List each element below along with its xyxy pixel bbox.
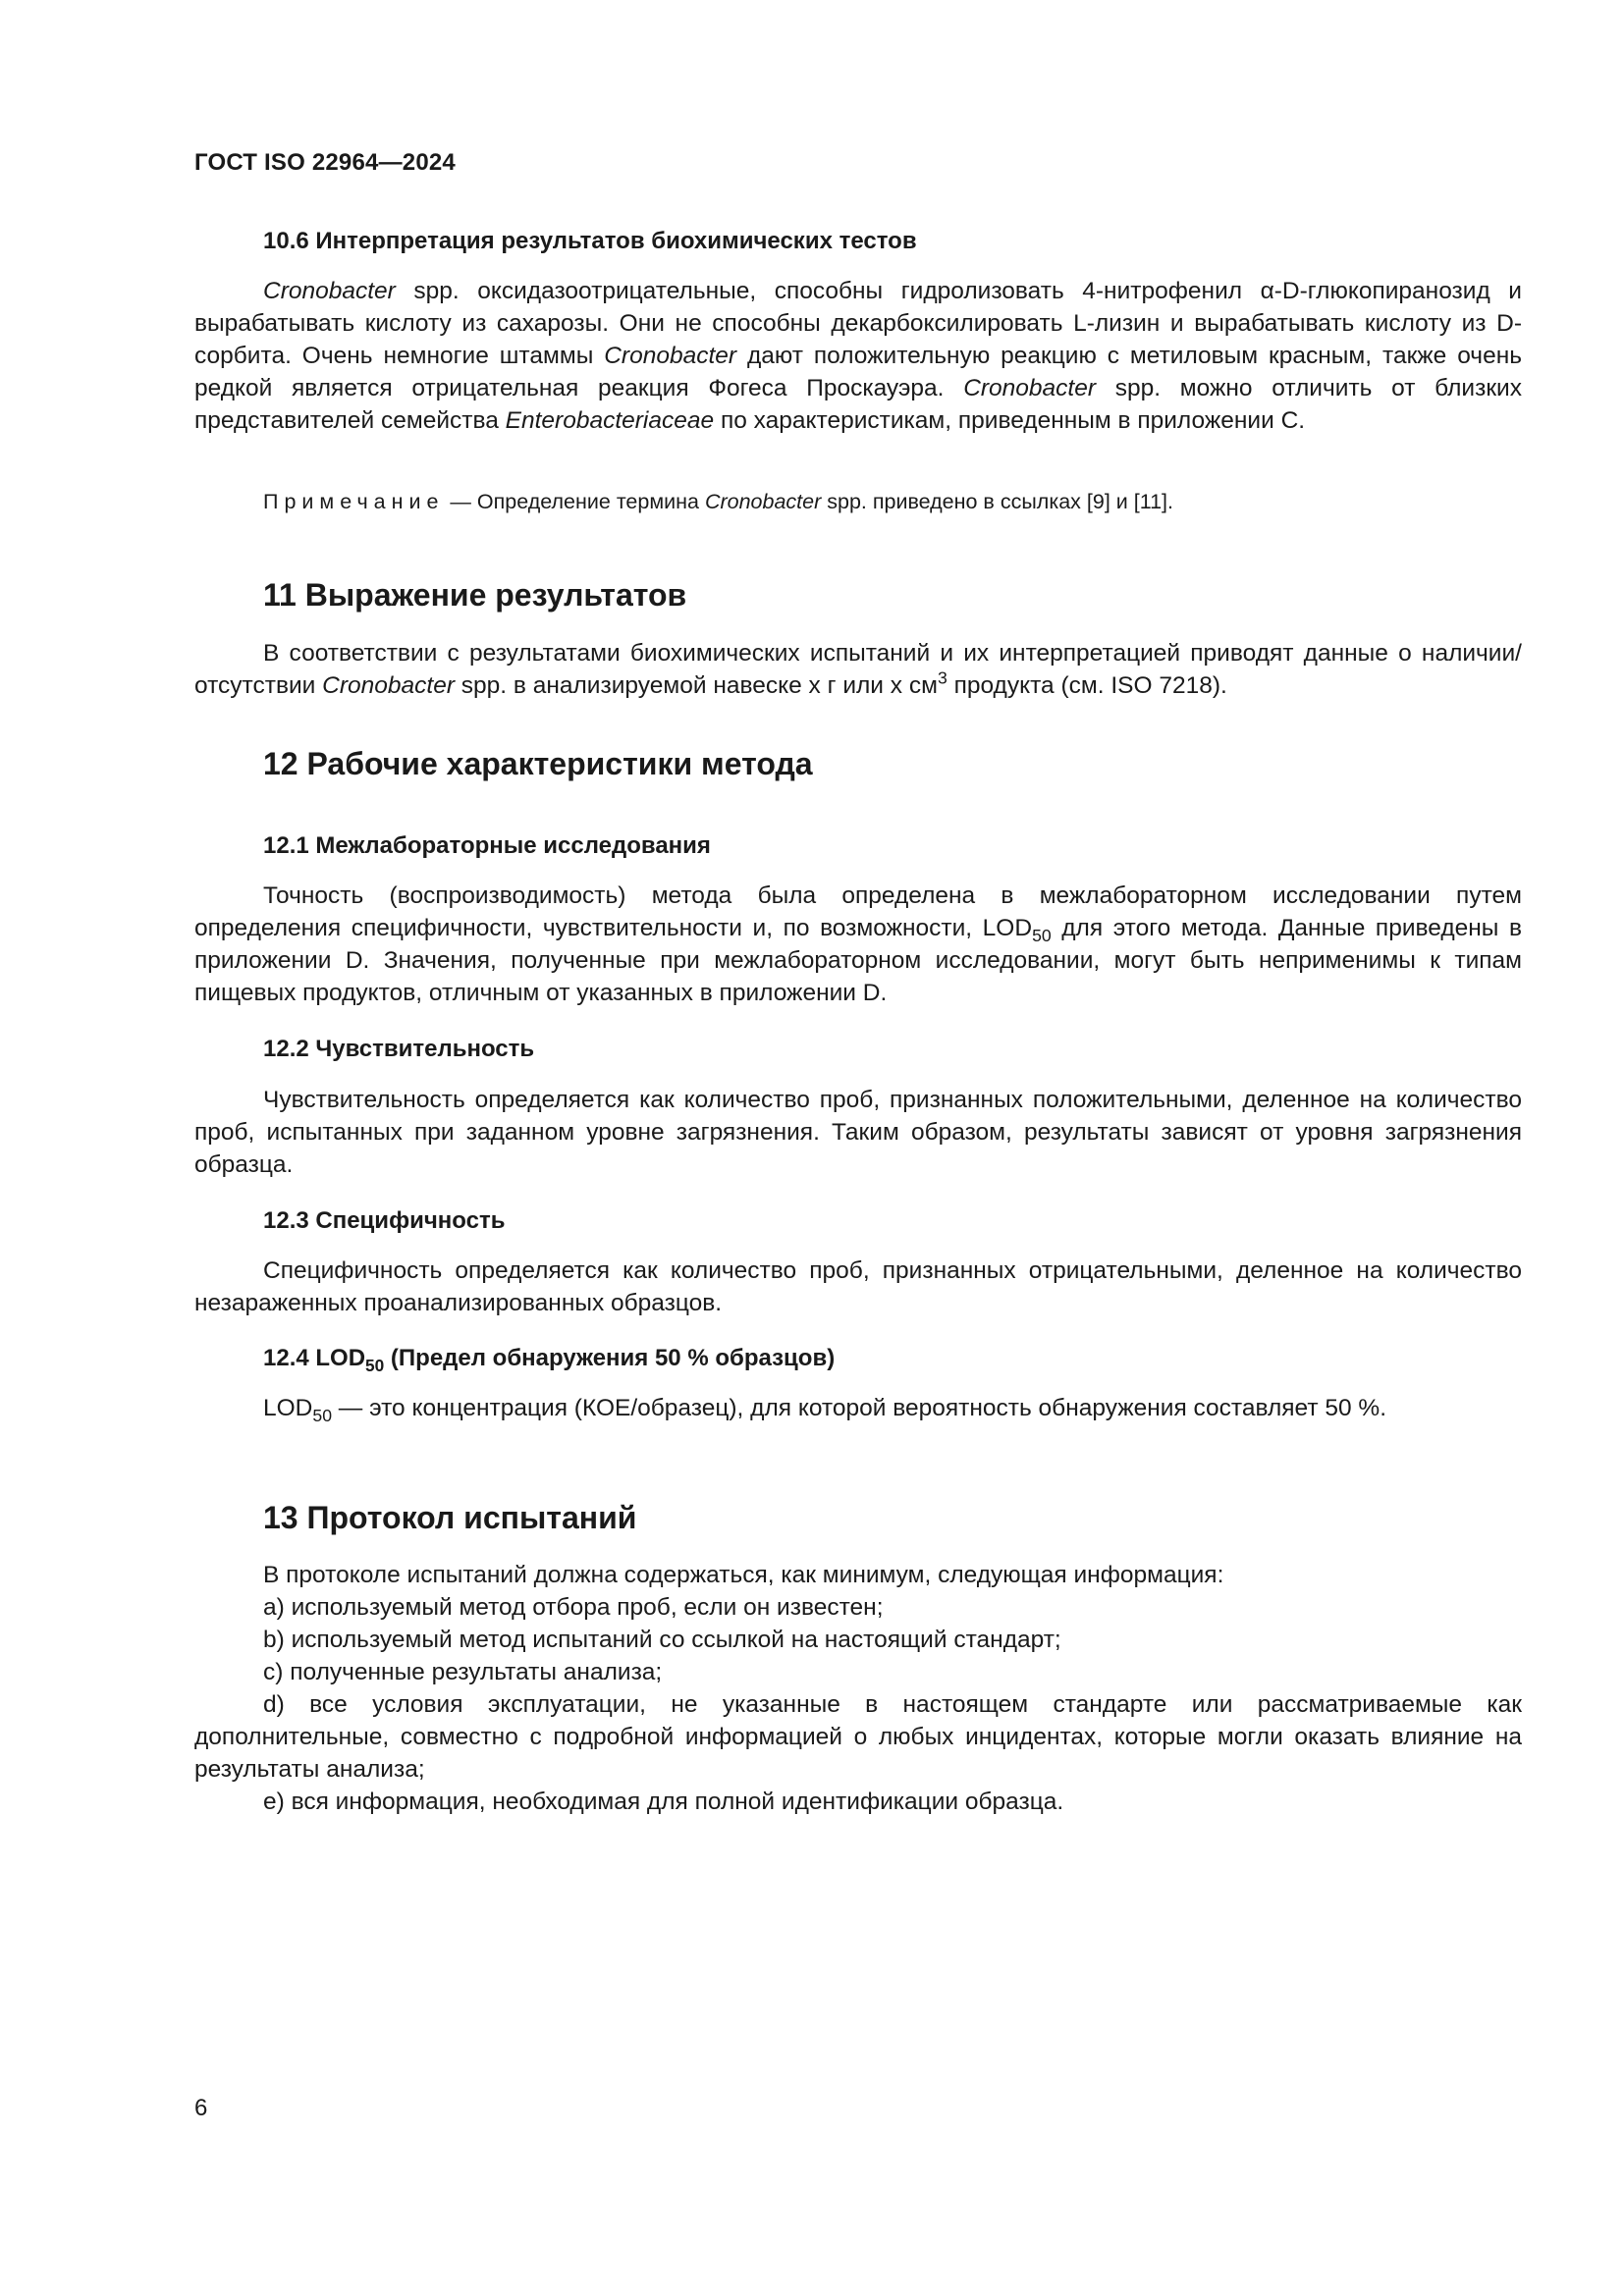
note-label: Примечание [263,490,445,513]
section-12-3-heading: 12.3 Специфичность [263,1207,506,1234]
genus-name: Cronobacter [704,490,822,513]
section-13-heading: 13 Протокол испытаний [263,1500,637,1535]
subscript: 50 [312,1406,332,1426]
section-13-body [194,1559,1522,1818]
superscript: 3 [937,667,947,688]
genus-name: Cronobacter [963,375,1097,401]
text-run: (Предел обнаружения 50 % образцов) [384,1345,836,1371]
section-11-heading: 11 Выражение результатов [263,577,687,613]
text-run: spp. в анализируемой навеске x г или x см [454,672,938,699]
text-run: spp. приведено в ссылках [9] и [11]. [821,490,1173,513]
text-run: spp. можно отличить от близких представителей семейства [194,375,1522,434]
page-number: 6 [194,2095,208,2121]
list-item: c) полученные результаты анализа; [263,1659,663,1685]
text-run: LOD [263,1395,313,1421]
list-item: e) вся информация, необходимая для полной идентификации образца. [263,1789,1064,1815]
text-run: для этого метода. Данные приведены в приложении D. Значения, полученные при межлабораторном исследовании, могут быть неприменимы к типам пищевых продуктов, отличным от указанных в приложении D. [194,915,1522,1006]
text-run: 12.4 LOD [263,1345,366,1371]
section-10-6-paragraph [194,275,1522,437]
section-12-4-paragraph [194,1392,1522,1424]
text-run: spp. оксидазоотрицательные, способны гидролизовать 4-нитрофенил α-D-глюкопиранозид и вырабатывать кислоту из сахарозы. Они не способны декарбоксилировать L-лизин и вырабатывать кислоту из D-сорбита. Очень немногие штаммы [194,278,1522,369]
section-12-3-paragraph: Специфичность определяется как количество проб, признанных отрицательными, деленное на количество незараженных проанализированных образцов. [194,1257,1522,1316]
section-10-6-note [263,490,1173,514]
section-13-intro: В протоколе испытаний должна содержаться, как минимум, следующая информация: [263,1562,1224,1588]
section-12-4-heading [263,1345,836,1376]
section-12-2-paragraph: Чувствительность определяется как количество проб, признанных положительными, деленное на количество проб, испытанных при заданном уровне загрязнения. Таким образом, результаты зависят от уровня загрязнения образца. [194,1087,1522,1178]
subscript: 50 [365,1356,385,1376]
section-12-2-heading: 12.2 Чувствительность [263,1036,535,1062]
list-item: d) все условия эксплуатации, не указанные в настоящем стандарте или рассматриваемые как дополнительные, совместно с подробной информацией о любых инцидентах, которые могли оказать влияние на результаты анализа; [194,1691,1522,1783]
text-run: дают положительную реакцию с метиловым красным, также очень редкой является отрицательная реакция Фогеса Проскауэра. [194,343,1522,401]
section-10-6-heading: 10.6 Интерпретация результатов биохимических тестов [263,228,917,254]
genus-name: Cronobacter [604,343,737,369]
text-run: — Определение термина [444,490,705,513]
genus-name: Cronobacter [322,672,455,699]
document-header: ГОСТ ISO 22964—2024 [194,149,456,176]
section-12-1-heading: 12.1 Межлабораторные исследования [263,832,711,859]
text-run: — это концентрация (КОЕ/образец), для которой вероятность обнаружения составляет 50 %. [332,1395,1387,1421]
text-run: Точность (воспроизводимость) метода была определена в межлабораторном исследовании путем определения специфичности, чувствительности и, по возможности, LOD [194,882,1522,941]
text-run: В соответствии с результатами биохимических испытаний и их интерпретацией приводят данные о наличии/отсутствии [194,640,1522,699]
section-12-heading: 12 Рабочие характеристики метода [263,746,813,781]
subscript: 50 [1032,926,1052,946]
list-item: b) используемый метод испытаний со ссылкой на настоящий стандарт; [263,1627,1061,1653]
genus-name: Cronobacter [263,278,396,304]
section-12-1-paragraph [194,880,1522,1009]
text-run: по характеристикам, приведенным в приложении С. [714,407,1306,434]
family-name: Enterobacteriaceae [505,407,715,434]
list-item: a) используемый метод отбора проб, если он известен; [263,1594,884,1621]
text-run: продукта (см. ISO 7218). [947,672,1227,699]
section-11-paragraph [194,637,1522,702]
